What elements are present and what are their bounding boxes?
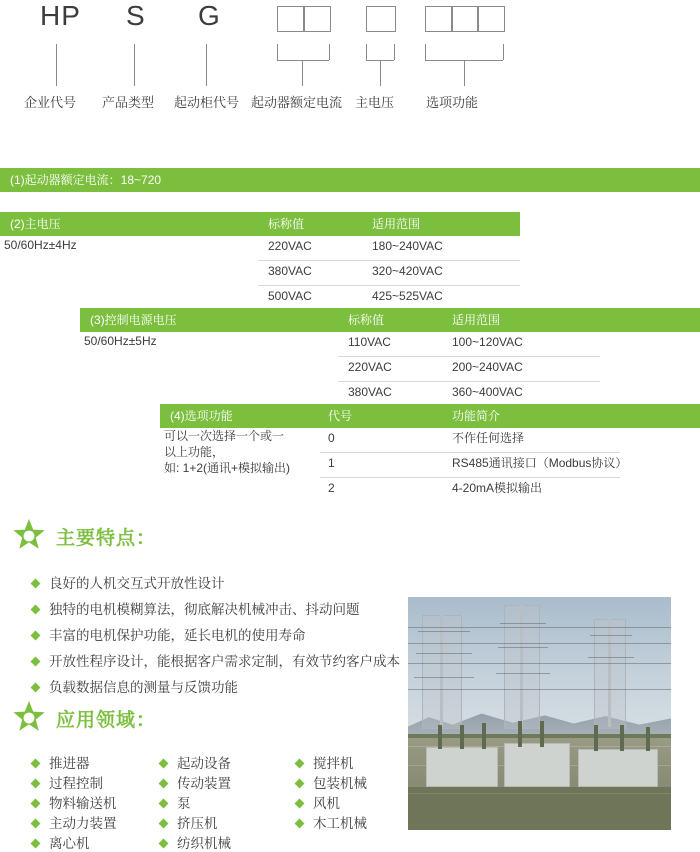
application-text: 泵 (177, 796, 191, 811)
section-bar-main-voltage (0, 212, 520, 236)
table-row (80, 380, 700, 405)
section2-row2-nominal: 500VAC (268, 289, 312, 303)
leader-line-option (464, 60, 465, 86)
diamond-bullet-icon (159, 779, 169, 789)
photo-crossarm (588, 657, 634, 658)
application-text: 推进器 (49, 756, 90, 771)
feature-text: 独特的电机模糊算法，彻底解决机械冲击、抖动问题 (49, 602, 360, 617)
photo-equipment (578, 749, 658, 787)
diamond-bullet-icon (159, 759, 169, 769)
section-bar-options (160, 404, 700, 428)
photo-equipment (426, 747, 498, 787)
section3-row0-nominal: 110VAC (348, 335, 391, 349)
code-token-company: HP (40, 0, 81, 31)
feature-text: 良好的人机交互式开放性设计 (49, 576, 225, 591)
list-item (296, 752, 354, 772)
section2-row1-nominal: 380VAC (268, 264, 312, 278)
section-bar-rated-current (0, 168, 700, 192)
photo-power-line (408, 663, 671, 664)
section4-row1-desc: RS485通讯接口（Modbus协议） (452, 456, 628, 470)
application-text: 物料输送机 (49, 796, 117, 811)
list-item (32, 792, 117, 812)
list-item (32, 572, 225, 592)
section4-row2-desc: 4-20mA模拟输出 (452, 481, 543, 495)
table-row (80, 355, 700, 380)
section-bar-control-voltage (80, 308, 700, 332)
application-text: 传动装置 (177, 776, 231, 791)
photo-ground-line (408, 793, 671, 794)
section3-note: 50/60Hz±5Hz (84, 334, 157, 348)
section4-note-line3: 如: 1+2(通讯+模拟输出) (164, 461, 291, 475)
table-row (160, 451, 700, 476)
leader-bracket-current (277, 60, 329, 61)
code-label-cabinet: 起动柜代号 (174, 95, 240, 110)
section4-row0-desc: 不作任何选择 (452, 431, 525, 445)
section2-title: (2)主电压 (10, 217, 61, 231)
application-text: 木工机械 (313, 816, 367, 831)
photo-insulator (460, 725, 464, 749)
section3-col3-header: 适用范围 (452, 313, 501, 327)
diamond-bullet-icon (31, 605, 41, 615)
section1-title: (1)起动器额定电流：18~720 (10, 173, 162, 187)
list-item (160, 792, 191, 812)
leader-line-product-type (134, 44, 135, 86)
list-item (32, 624, 306, 644)
code-label-voltage: 主电压 (355, 95, 395, 110)
diamond-bullet-icon (295, 759, 305, 769)
list-item (160, 832, 231, 852)
diamond-bullet-icon (159, 839, 169, 849)
section2-note: 50/60Hz±4Hz (4, 238, 77, 252)
code-box-option-3 (477, 6, 505, 32)
table-row (80, 330, 700, 355)
diamond-bullet-icon (31, 579, 41, 589)
application-text: 风机 (313, 796, 340, 811)
leader-bracket-current-right (329, 44, 330, 60)
feature-text: 丰富的电机保护功能，延长电机的使用寿命 (49, 628, 306, 643)
leader-line-voltage (380, 60, 381, 86)
code-label-current: 起动器额定电流 (251, 95, 343, 110)
star-icon (12, 700, 46, 734)
leader-bracket-option-left (425, 44, 426, 60)
section4-col2-header: 代号 (328, 409, 353, 423)
list-item (32, 752, 90, 772)
application-text: 起动设备 (177, 756, 231, 771)
section3-row1-nominal: 220VAC (348, 360, 392, 374)
list-item (32, 832, 90, 852)
diamond-bullet-icon (31, 683, 41, 693)
table-row (0, 234, 520, 259)
photo-insulator (518, 721, 522, 747)
diamond-bullet-icon (31, 799, 41, 809)
photo-crossarm (500, 623, 546, 624)
feature-text: 负载数据信息的测量与反馈功能 (49, 680, 238, 695)
application-text: 主动力装置 (49, 816, 117, 831)
star-icon (12, 518, 46, 552)
code-box-option-1 (425, 6, 453, 32)
photo-equipment (504, 743, 570, 787)
list-item (32, 812, 117, 832)
photo-insulator (594, 725, 598, 751)
list-item (160, 752, 231, 772)
list-item (160, 812, 218, 832)
leader-bracket-voltage-left (366, 44, 367, 60)
application-text: 离心机 (49, 836, 90, 851)
leader-bracket-voltage-right (394, 44, 395, 60)
substation-photo (408, 597, 671, 830)
application-text: 搅拌机 (313, 756, 354, 771)
code-box-current-2 (303, 6, 331, 32)
diamond-bullet-icon (295, 779, 305, 789)
diamond-bullet-icon (31, 839, 41, 849)
list-item (32, 772, 103, 792)
section3-row0-range: 100~120VAC (452, 335, 523, 349)
list-item (160, 772, 231, 792)
diamond-bullet-icon (159, 799, 169, 809)
photo-crossarm (418, 631, 470, 632)
list-item (296, 792, 340, 812)
code-token-product-type: S (126, 0, 146, 31)
diamond-bullet-icon (31, 819, 41, 829)
section2-col2-header: 标称值 (268, 217, 305, 231)
feature-text: 开放性程序设计，能根据客户需求定制，有效节约客户成本 (49, 654, 400, 669)
diamond-bullet-icon (295, 799, 305, 809)
application-text: 挤压机 (177, 816, 218, 831)
list-item (296, 772, 367, 792)
section2-row0-range: 180~240VAC (372, 239, 443, 253)
section4-col3-header: 功能简介 (452, 409, 501, 423)
code-label-option: 选项功能 (426, 95, 479, 110)
table-row (160, 426, 700, 451)
photo-insulator (620, 725, 624, 751)
section4-row1-code: 1 (328, 456, 335, 470)
diamond-bullet-icon (31, 631, 41, 641)
section2-row2-range: 425~525VAC (372, 289, 443, 303)
diamond-bullet-icon (31, 657, 41, 667)
photo-insulator (438, 725, 442, 749)
code-token-cabinet: G (198, 0, 221, 31)
features-heading-label: 主要特点： (56, 528, 157, 549)
code-label-company: 企业代号 (24, 95, 77, 110)
list-item (32, 598, 360, 618)
section2-row0-nominal: 220VAC (268, 239, 312, 253)
leader-line-current (302, 60, 303, 86)
section2-col3-header: 适用范围 (372, 217, 421, 231)
section4-row0-code: 0 (328, 431, 335, 445)
photo-power-line (408, 689, 671, 690)
table-row (0, 284, 520, 309)
diamond-bullet-icon (31, 779, 41, 789)
photo-crossarm (498, 647, 548, 648)
diamond-bullet-icon (159, 819, 169, 829)
code-box-main-voltage (366, 6, 396, 32)
table-row (160, 476, 700, 501)
section2-row1-range: 320~420VAC (372, 264, 443, 278)
photo-insulator (540, 721, 544, 747)
code-box-current-1 (277, 6, 305, 32)
photo-crossarm (416, 653, 472, 654)
section4-title: (4)选项功能 (170, 409, 233, 423)
diamond-bullet-icon (31, 759, 41, 769)
model-code-diagram (0, 0, 700, 150)
photo-crossarm (590, 635, 632, 636)
leader-bracket-current-left (277, 44, 278, 60)
leader-line-cabinet (206, 44, 207, 86)
section3-row1-range: 200~240VAC (452, 360, 523, 374)
applications-heading-label: 应用领域： (56, 710, 157, 731)
list-item (32, 650, 400, 670)
application-text: 纺织机械 (177, 836, 231, 851)
table-row (0, 259, 520, 284)
list-item (296, 812, 367, 832)
photo-power-line (408, 627, 671, 628)
photo-insulator (482, 723, 486, 749)
leader-bracket-option-right (503, 44, 504, 60)
section3-title: (3)控制电源电压 (90, 313, 177, 327)
photo-crossarm (496, 673, 550, 674)
section4-note-line1: 可以一次选择一个或一 (164, 429, 285, 443)
code-box-option-2 (451, 6, 479, 32)
section4-row2-code: 2 (328, 481, 335, 495)
application-text: 包装机械 (313, 776, 367, 791)
photo-insulator (646, 727, 650, 751)
photo-crossarm (414, 677, 474, 678)
list-item (32, 676, 238, 696)
section3-row2-nominal: 380VAC (348, 385, 392, 399)
diamond-bullet-icon (295, 819, 305, 829)
application-text: 过程控制 (49, 776, 103, 791)
section3-col2-header: 标称值 (348, 313, 385, 327)
section4-note-line2: 以上功能， (164, 445, 225, 459)
leader-line-company (56, 44, 57, 86)
photo-power-line (408, 643, 671, 644)
code-label-product-type: 产品类型 (102, 95, 155, 110)
section3-row2-range: 360~400VAC (452, 385, 523, 399)
